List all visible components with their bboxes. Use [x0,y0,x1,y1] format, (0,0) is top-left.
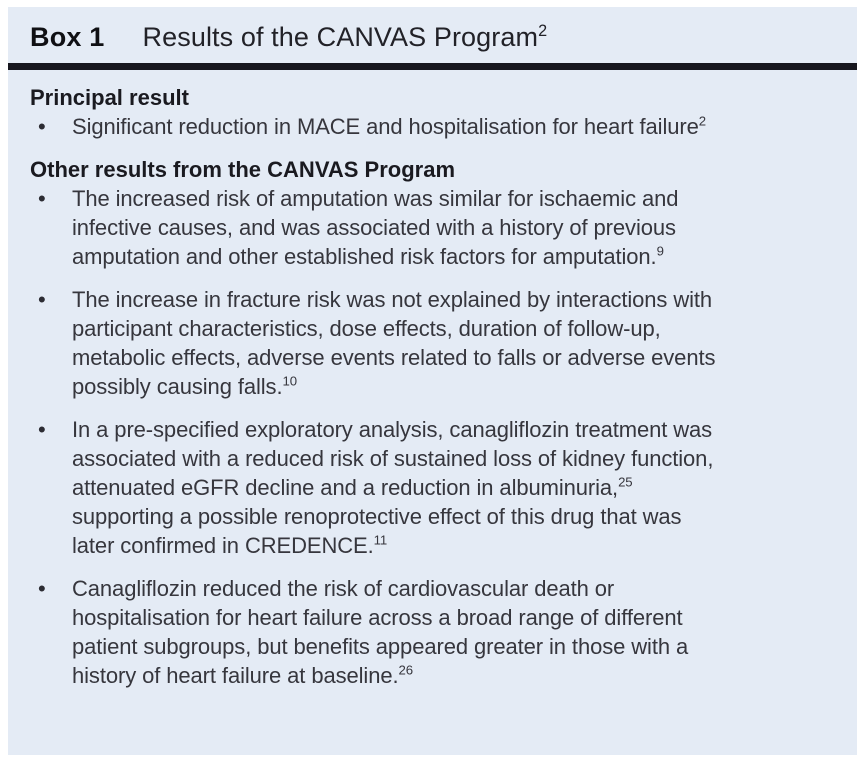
text-line: In a pre-specified exploratory analysis, canagliflozin treatment was [72,417,713,442]
text-line: participant characteristics, dose effects, duration of follow-up, [72,316,661,341]
header-divider-rule [8,63,857,70]
text-line: later confirmed in CREDENCE.$^{11}$ [72,532,388,558]
reference-superscript: 2 [698,113,706,129]
reference-superscript: 25 [618,474,633,490]
bullet-text [72,112,837,141]
reference-superscript: 9 [656,243,664,259]
text-line: patient subgroups, but benefits appeared greater in those with a [72,634,689,659]
text-line: possibly causing falls.$^{10}$ [72,373,297,399]
bullet-marker: • [38,186,46,211]
box-body [8,70,857,690]
text-line: history of heart failure at baseline.$^{26}$ [72,662,413,688]
text-line: The increase in fracture risk was not explained by interactions with [72,287,713,312]
text-line: supporting a possible renoprotective effect of this drug that was [72,504,682,529]
bullet-text [72,285,837,401]
bullet-marker: • [38,417,46,442]
box-title [143,22,548,53]
bullet-text [72,184,837,271]
box-title-reference: 2 [538,22,548,40]
text-line: metabolic effects, adverse events related to falls or adverse events [72,345,716,370]
bullet-item [30,415,837,560]
text-line: infective causes, and was associated with a history of previous [72,215,676,240]
text-line: associated with a reduced risk of sustained loss of kidney function, [72,446,714,471]
results-box [8,7,857,755]
bullet-marker: • [38,287,46,312]
box-header [8,7,857,63]
section [30,83,837,141]
bullet-text [72,574,837,690]
box-label: Box 1 [30,22,105,52]
text-line: attenuated eGFR decline and a reduction in albuminuria,$^{25}$ [72,474,633,500]
bullet-marker: • [38,114,46,139]
text-line: Canagliflozin reduced the risk of cardiovascular death or [72,576,615,601]
section [30,155,837,690]
text-line: Significant reduction in MACE and hospitalisation for heart failure$^2$ [72,113,706,139]
box-title-text: Results of the CANVAS Program [142,22,539,52]
section-heading: Principal result [30,85,189,110]
reference-superscript: 11 [373,532,388,548]
reference-superscript: 10 [282,373,297,389]
bullet-item [30,285,837,401]
reference-superscript: 26 [398,662,413,678]
bullet-text [72,415,837,560]
text-line: hospitalisation for heart failure across a broad range of different [72,605,683,630]
bullet-item [30,112,837,141]
bullet-marker: • [38,576,46,601]
bullet-item [30,574,837,690]
section-heading: Other results from the CANVAS Program [30,157,456,182]
text-line: The increased risk of amputation was similar for ischaemic and [72,186,679,211]
bullet-item [30,184,837,271]
text-line: amputation and other established risk factors for amputation.$^9$ [72,243,664,269]
